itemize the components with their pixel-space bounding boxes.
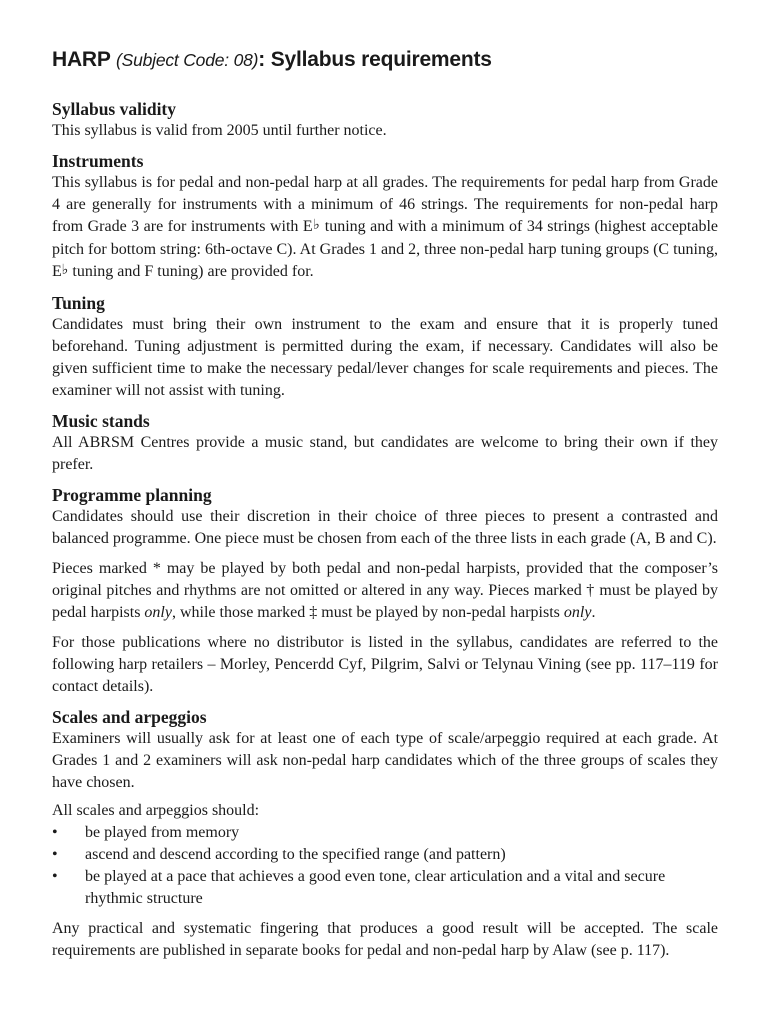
- scales-para-1: Examiners will usually ask for at least one of each type of scale/arpeggio required at each grade. At Grades 1 and 2 examiners will ask non-pedal harp candidates which of the three groups of scales they have chosen.: [52, 730, 718, 791]
- validity-text: This syllabus is valid from 2005 until further notice.: [52, 122, 387, 139]
- scales-requirements-list: [52, 822, 718, 910]
- section-programme-planning: [52, 484, 718, 698]
- section-syllabus-validity: [52, 98, 718, 142]
- validity-heading: Syllabus validity: [52, 99, 177, 119]
- list-item-text: ascend and descend according to the specified range (and pattern): [85, 846, 506, 863]
- emphasis-only: only: [144, 604, 172, 621]
- music-stands-text: All ABRSM Centres provide a music stand, but candidates are welcome to bring their own if they prefer.: [52, 434, 718, 473]
- title-separator: :: [258, 48, 266, 71]
- title-text: Syllabus requirements: [270, 48, 492, 71]
- programme-para-2-part-a: Pieces marked * may be played by both pedal and non-pedal harpists, provided that the composer’s original pitches and rhythms are not omitted or altered in any way. Pieces marked † must be played by pedal harpists: [52, 560, 718, 621]
- tuning-text: Candidates must bring their own instrument to the exam and ensure that it is properly tuned beforehand. Tuning adjustment is permitted during the exam, if necessary. Candidates will also be given sufficient time to make the necessary pedal/lever changes for scale requirements and pieces. The examiner will not assist with tuning.: [52, 316, 718, 399]
- programme-para-2: [52, 558, 718, 624]
- instruments-text-part-2: tuning and with a minimum of 34 strings (highest acceptable pitch for bottom string: 6th-octave C). At Grades 1 and 2, three non-pedal harp tuning groups (C tuning, E: [52, 218, 719, 280]
- scales-para-2: Any practical and systematic fingering that produces a good result will be accepted. The scale requirements are published in separate books for pedal and non-pedal harp by Alaw (see p. 117).: [52, 920, 718, 959]
- programme-para-1: Candidates should use their discretion in their choice of three pieces to present a contrasted and balanced programme. One piece must be chosen from each of the three lists in each grade (A, B and C).: [52, 508, 718, 547]
- list-item: [52, 844, 718, 866]
- bullet-icon: •: [52, 824, 58, 841]
- instruments-text: [52, 172, 718, 284]
- title-instrument: HARP: [52, 48, 111, 71]
- instruments-text-part-1: This syllabus is for pedal and non-pedal harp at all grades. The requirements for pedal harp from Grade 4 are generally for instruments with a minimum of 46 strings. The requirements for non-pedal harp from Grade 3 are for instruments with E: [52, 174, 718, 235]
- music-stands-heading: Music stands: [52, 411, 150, 431]
- flat-symbol: ♭: [312, 218, 321, 233]
- instruments-text-part-3: tuning and F tuning) are provided for.: [68, 263, 314, 280]
- section-music-stands: [52, 410, 718, 476]
- tuning-heading: Tuning: [52, 293, 105, 313]
- section-scales-arpeggios: [52, 706, 718, 962]
- section-instruments: [52, 150, 718, 284]
- title-subject-code: (Subject Code: 08): [115, 50, 259, 70]
- programme-para-3: For those publications where no distributor is listed in the syllabus, candidates are referred to the following harp retailers – Morley, Pencerdd Cyf, Pilgrim, Salvi or Telynau Vining (see pp. 117–119 for contact details).: [52, 634, 718, 695]
- programme-para-2-part-b: , while those marked ‡ must be played by non-pedal harpists: [171, 604, 564, 621]
- bullet-icon: •: [52, 868, 58, 885]
- scales-intro: All scales and arpeggios should:: [52, 802, 260, 819]
- bullet-icon: •: [52, 846, 58, 863]
- list-item: [52, 866, 718, 910]
- flat-symbol: ♭: [61, 263, 69, 278]
- programme-para-2-part-c: .: [591, 604, 596, 621]
- programme-heading: Programme planning: [52, 485, 212, 505]
- emphasis-only: only: [563, 604, 592, 621]
- section-tuning: [52, 292, 718, 402]
- instruments-heading: Instruments: [52, 151, 144, 171]
- scales-heading: Scales and arpeggios: [52, 707, 207, 727]
- list-item: [52, 822, 718, 844]
- syllabus-content: [52, 98, 718, 970]
- list-item-text: be played at a pace that achieves a good even tone, clear articulation and a vital and secure rhythmic structure: [85, 868, 666, 907]
- page-title: [52, 48, 492, 72]
- list-item-text: be played from memory: [85, 824, 240, 841]
